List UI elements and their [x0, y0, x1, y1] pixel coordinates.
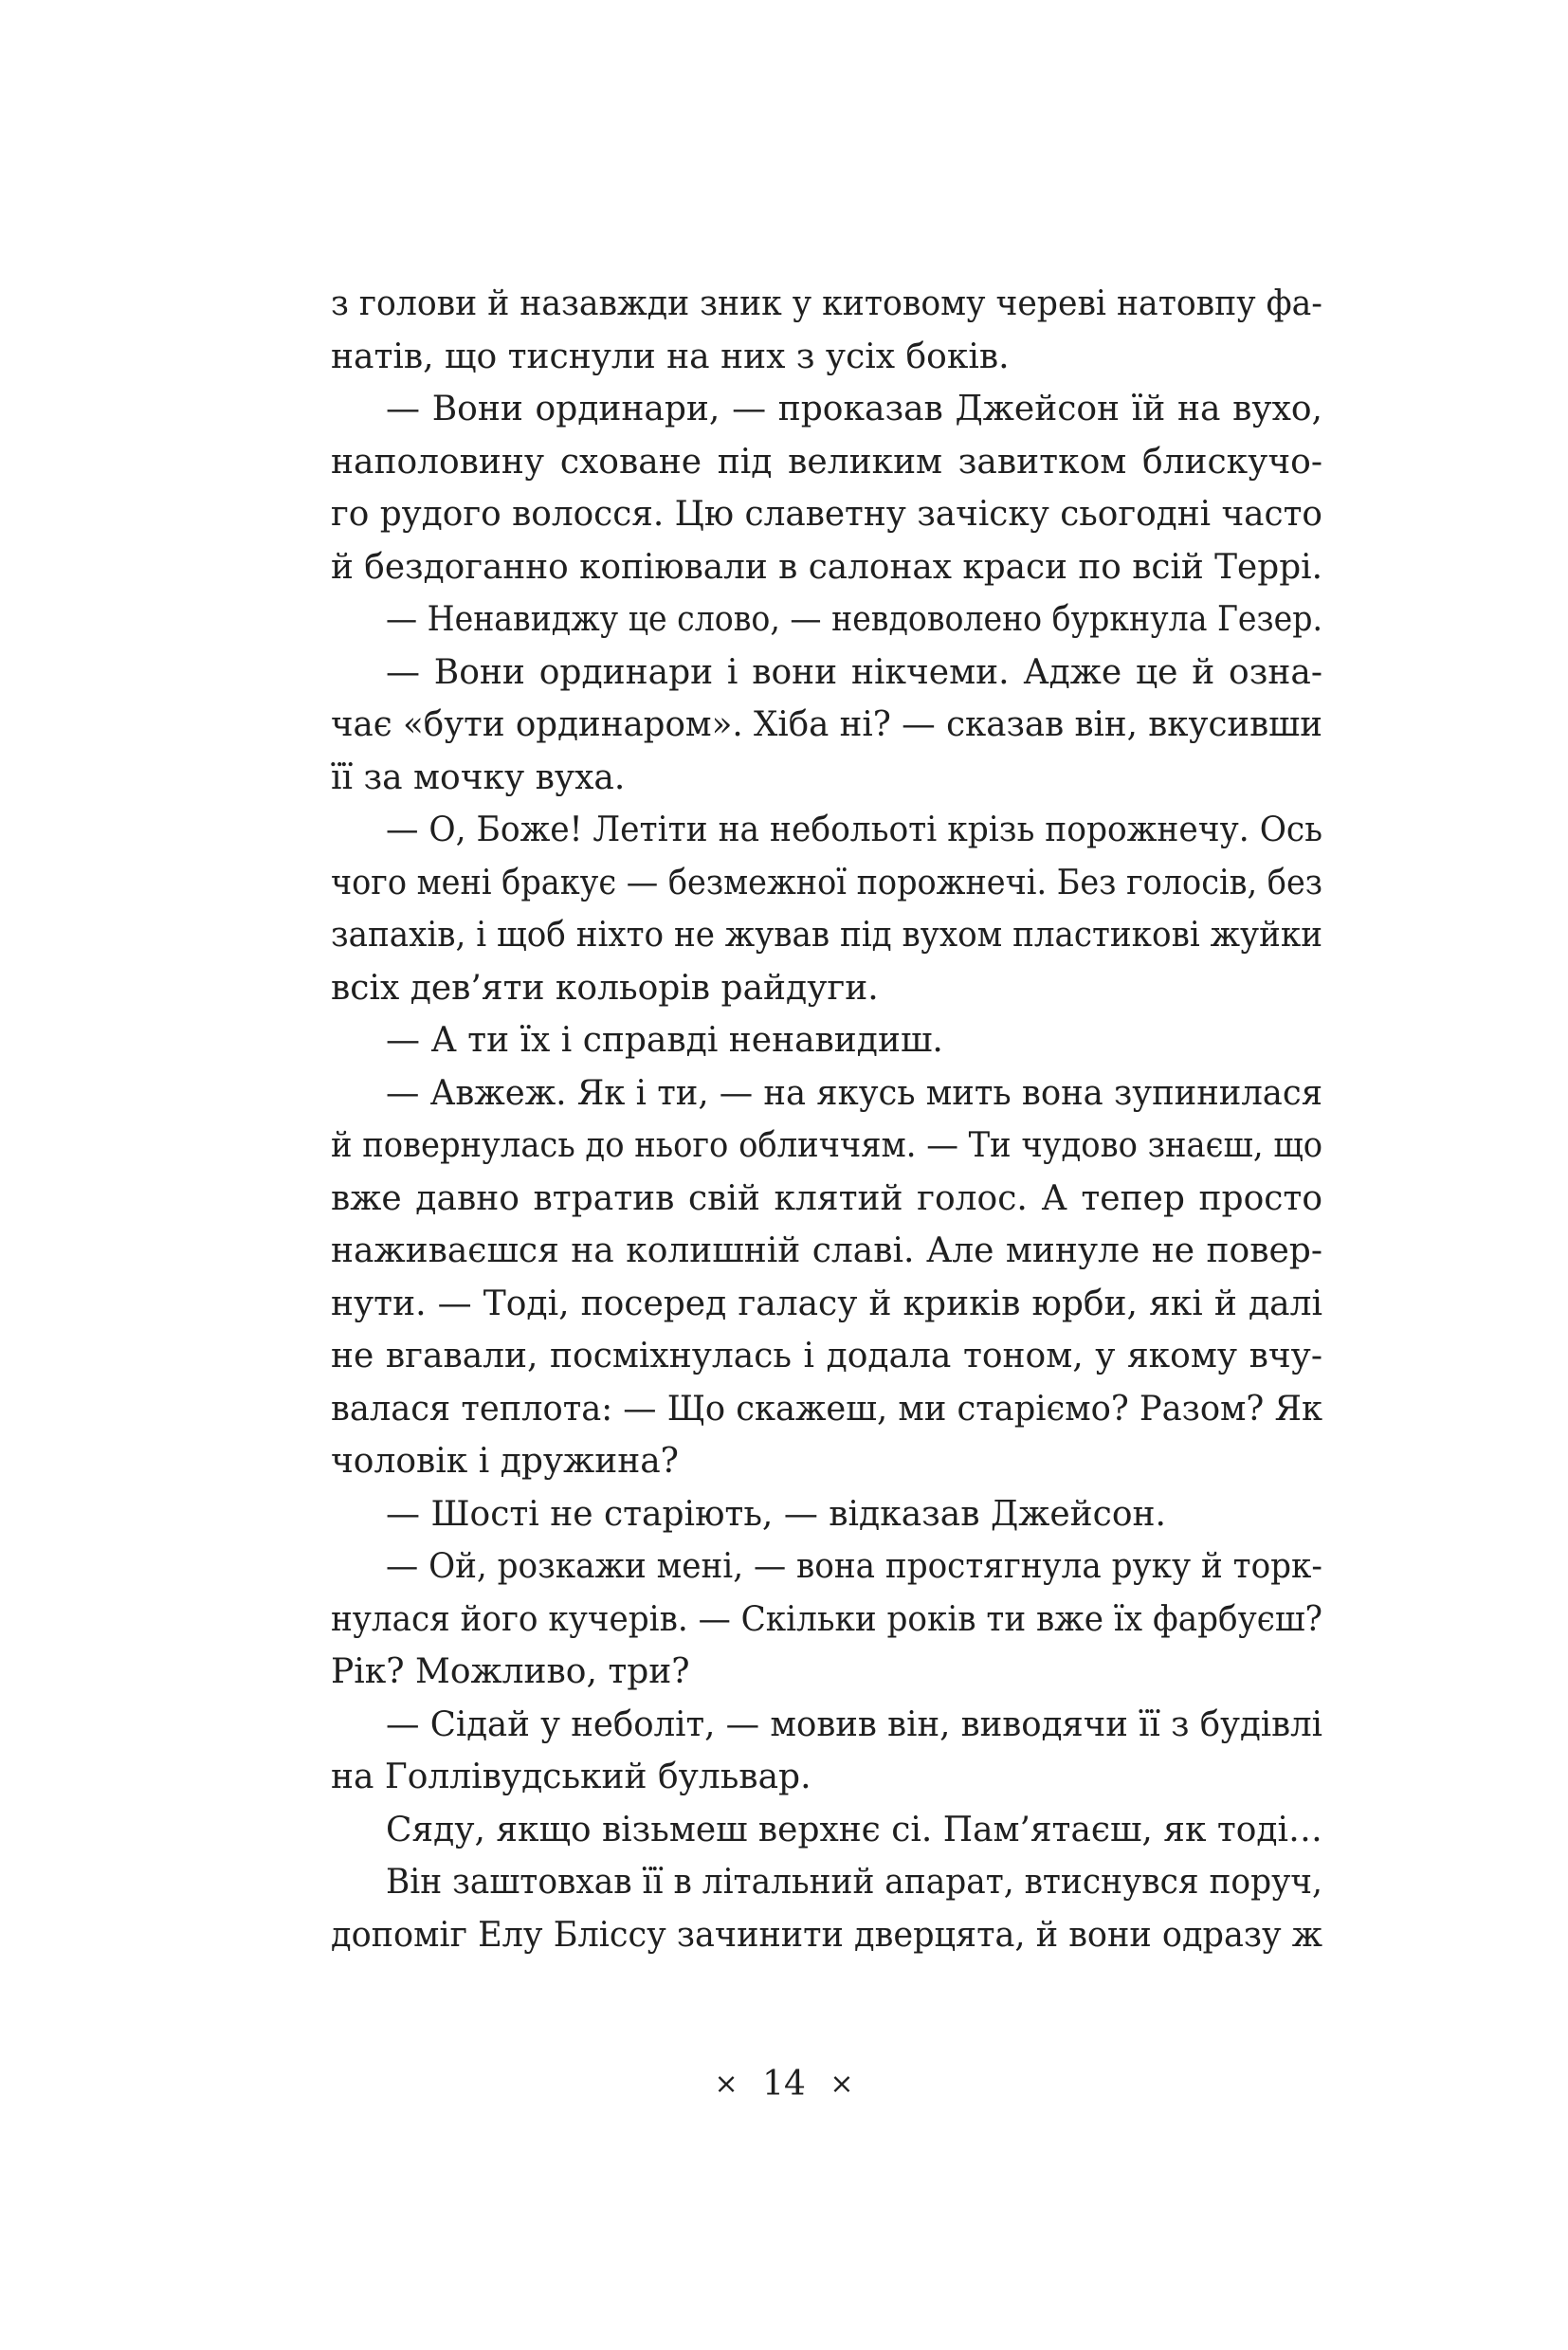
text-line: з голови й назавжди зник у китовому череві натовпу фа- [331, 284, 1322, 323]
text-line: нулася його кучерів. — Скільки років ти вже їх фарбуєш? [331, 1599, 1322, 1639]
text-line: — Шості не старіють, — відказав Джейсон. [386, 1494, 1166, 1534]
text-line: Сяду, якщо візьмеш верхнє сі. Пам’ятаєш, як тоді… [386, 1810, 1322, 1849]
text-line: й повернулась до нього обличчям. — Ти чудово знаєш, що [331, 1126, 1323, 1165]
text-line: — Вони ординари, — проказав Джейсон їй на вухо, [386, 390, 1322, 428]
text-line: наполовину сховане під великим завитком блискучо- [331, 442, 1322, 482]
text-line: на Голлівудський бульвар. [331, 1758, 811, 1796]
text-line: го рудого волосся. Цю славетну зачіску сьогодні часто [331, 495, 1322, 534]
text-line: всіх дев’яти кольорів райдуги. [331, 968, 879, 1008]
text-line: чає «бути ординаром». Хіба ні? — сказав він, вкусивши [331, 705, 1322, 744]
folio-ornament-left: × [714, 2067, 738, 2101]
text-line: — Сідай у неболіт, — мовив він, виводячи її з будівлі [386, 1704, 1323, 1744]
text-line: натів, що тиснули на них з усіх боків. [331, 337, 1010, 376]
text-line: вже давно втратив свій клятий голос. А тепер просто [331, 1178, 1322, 1218]
text-line: й бездоганно копіювали в салонах краси по всій Террі. [331, 547, 1322, 587]
text-line: — Авжеж. Як і ти, — на якусь мить вона зупинилася [386, 1073, 1323, 1113]
text-line: запахів, і щоб ніхто не жував під вухом пластикові жуйки [331, 916, 1322, 955]
text-line: чоловік і дружина? [331, 1442, 679, 1481]
text-line: її за мочку вуха. [331, 757, 626, 797]
text-line: — Вони ординари і вони нікчеми. Адже це й озна- [386, 652, 1322, 692]
text-line: наживаєшся на колишній славі. Але минуле не повер- [331, 1231, 1322, 1270]
text-line: — Ненавиджу це слово, — невдоволено буркнула Гезер. [386, 600, 1322, 639]
text-line: чого мені бракує — безмежної порожнечі. Без голосів, без [331, 863, 1323, 902]
text-line: валася теплота: — Що скажеш, ми старіємо? Разом? Як [331, 1389, 1322, 1429]
page-number-value: 14 [762, 2064, 806, 2104]
text-line: допоміг Елу Бліссу зачинити дверцята, й вони одразу ж [331, 1915, 1322, 1955]
text-line: — Ой, розкажи мені, — вона простягнула руку й торк- [386, 1547, 1322, 1586]
folio-ornament-right: × [830, 2067, 854, 2101]
page-number [0, 2062, 1568, 2104]
text-line: Рік? Можливо, три? [331, 1652, 690, 1691]
text-line: — О, Боже! Летіти на небольоті крізь порожнечу. Ось [386, 811, 1322, 849]
body-text [331, 278, 1322, 1961]
text-line: — А ти їх і справді ненавидиш. [386, 1021, 943, 1060]
text-line: нути. — Тоді, посеред галасу й криків юрби, які й далі [331, 1284, 1322, 1323]
text-line: не вгавали, посміхнулась і додала тоном, у якому вчу- [331, 1337, 1322, 1375]
text-line: Він заштовхав її в літальний апарат, втиснувся поруч, [386, 1863, 1322, 1902]
